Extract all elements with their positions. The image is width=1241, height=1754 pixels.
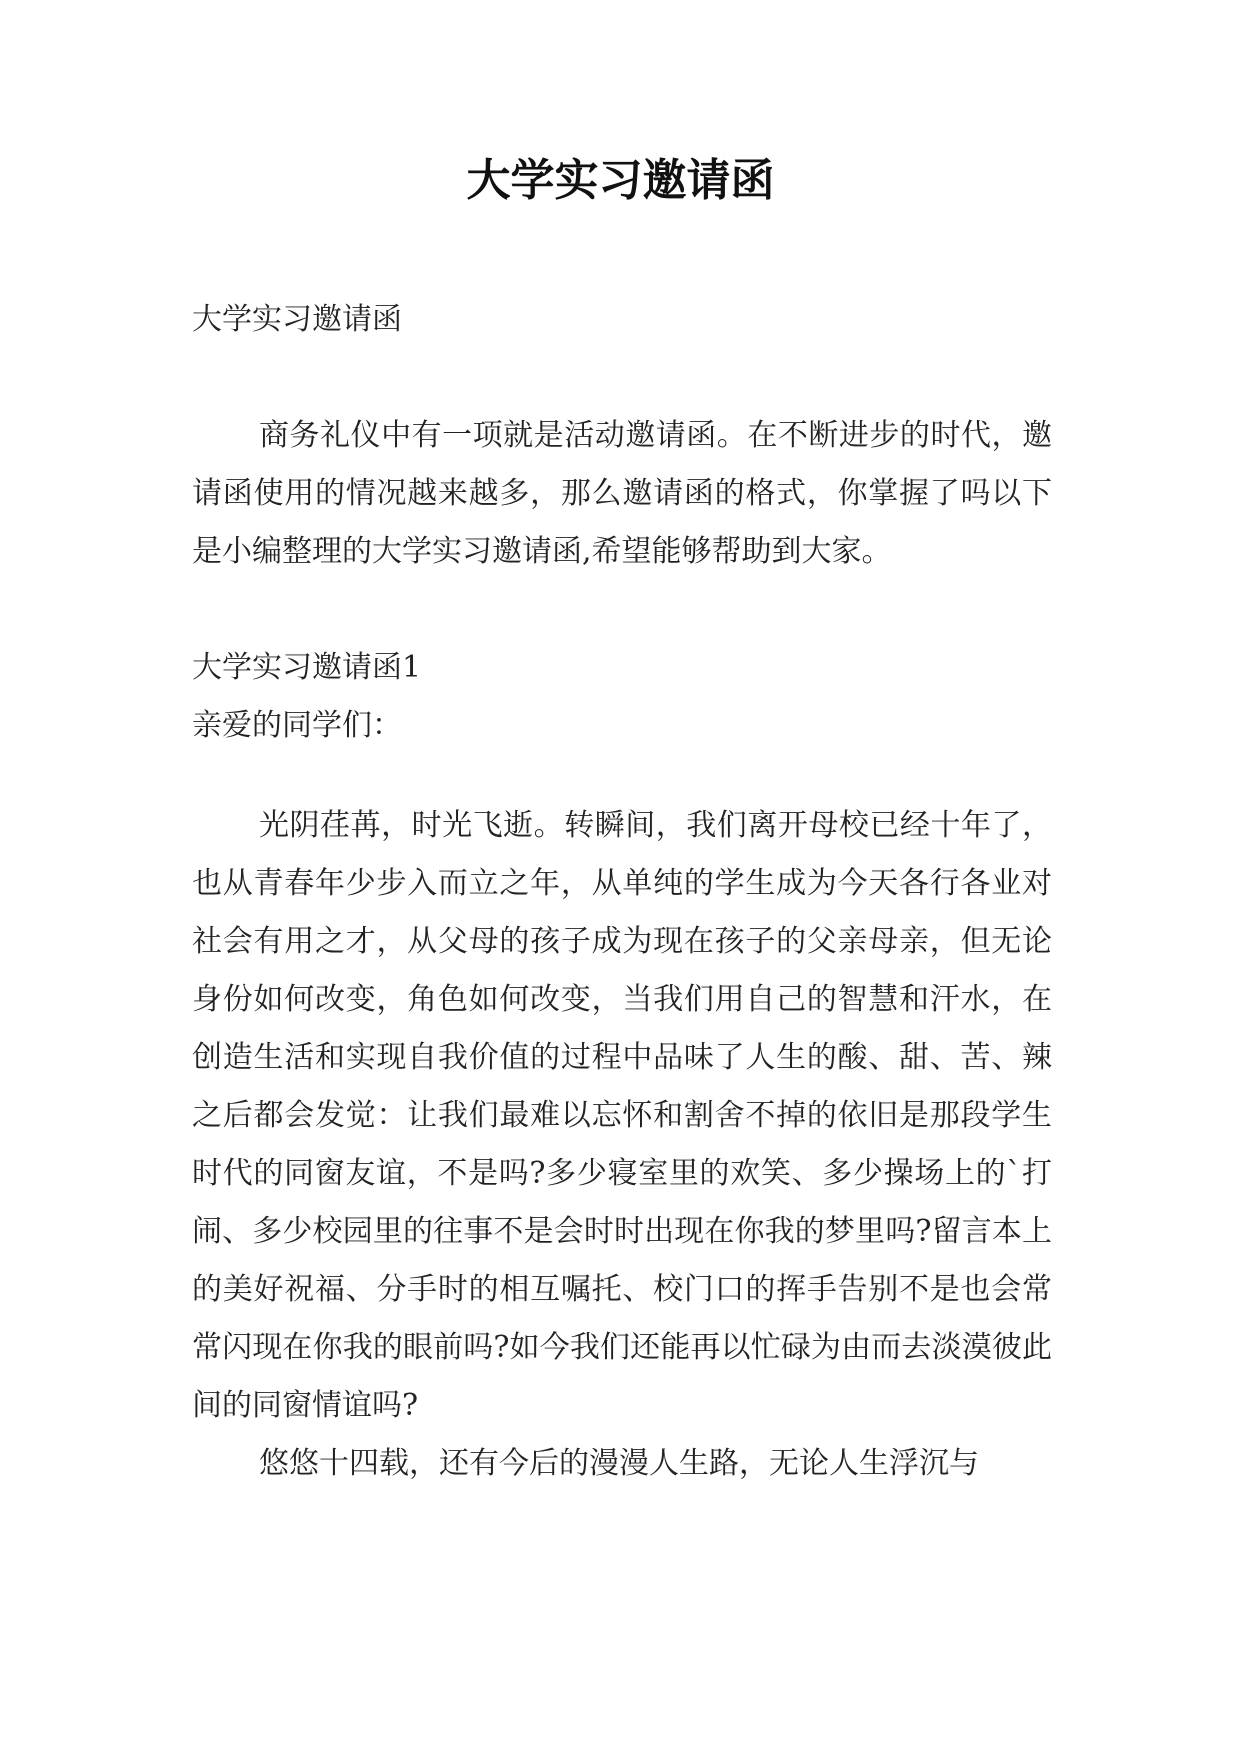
body-paragraph-2: 悠悠十四载，还有今后的漫漫人生路，无论人生浮沉与 [259, 1446, 979, 1481]
body-paragraph-1: 光阴荏苒，时光飞逝。转瞬间，我们离开母校已经十年了，也从青春年少步入而立之年，从单纯的学生成为今天各行各业对社会有用之才，从父母的孩子成为现在孩子的父亲母亲，但无论身份如何改变，角色如何改变，当我们用自己的智慧和汗水，在创造生活和实现自我价值的过程中品味了人生的酸、甜、苦、辣之后都会发觉：让我们最难以忘怀和割舍不掉的依旧是那段学生时代的同窗友谊，不是吗?多少寝室里的欢笑、多少操场上的`打闹、多少校园里的往事不是会时时出现在你我的梦里吗?留言本上的美好祝福、分手时的相互嘱托、校门口的挥手告别不是也会常常闪现在你我的眼前吗?如今我们还能再以忙碌为由而去淡漠彼此间的同窗情谊吗? [192, 808, 1052, 1423]
document-subtitle: 大学实习邀请函 [192, 302, 402, 337]
section-heading: 大学实习邀请函1 [192, 650, 422, 685]
intro-paragraph: 商务礼仪中有一项就是活动邀请函。在不断进步的时代，邀请函使用的情况越来越多，那么邀请函的格式，你掌握了吗以下是小编整理的大学实习邀请函,希望能够帮助到大家。 [192, 418, 1052, 569]
document-title: 大学实习邀请函 [466, 155, 775, 206]
document-body [192, 291, 1052, 1493]
salutation: 亲爱的同学们： [192, 708, 402, 743]
